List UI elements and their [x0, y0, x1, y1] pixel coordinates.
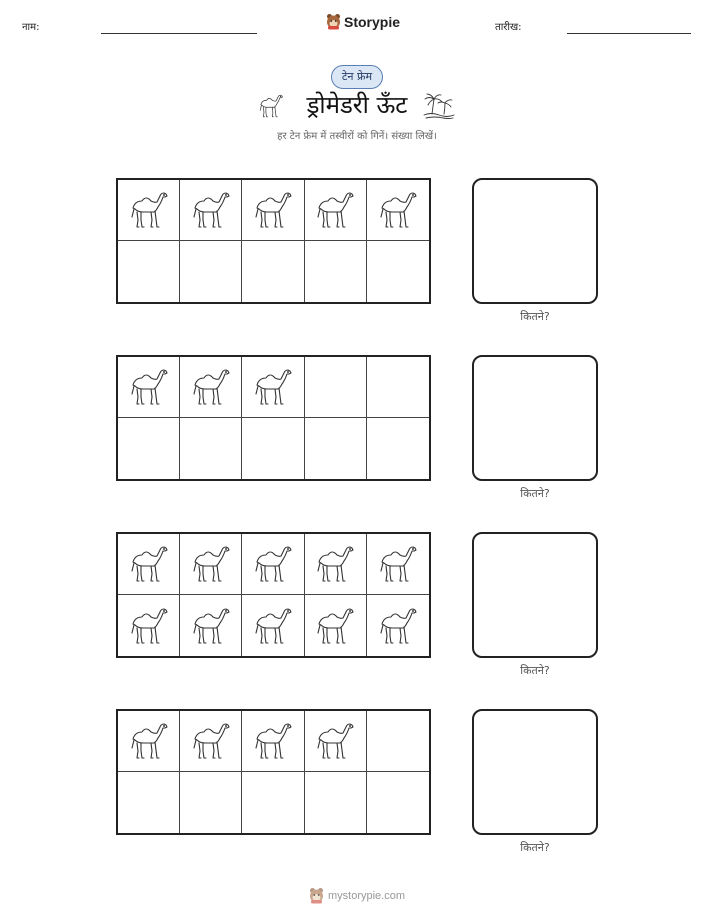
how-many-label: कितने? — [520, 664, 550, 677]
ten-frame-cell — [118, 711, 180, 772]
ten-frame-cell — [180, 711, 242, 772]
camel-icon — [127, 365, 171, 409]
name-line — [101, 33, 257, 34]
ten-frame-cell — [242, 357, 304, 418]
ten-frame-cell — [118, 772, 180, 833]
camel-icon — [127, 604, 171, 648]
camel-icon — [251, 365, 295, 409]
ten-frame-cell — [242, 595, 304, 656]
page-title: ड्रोमेडरी ऊँट — [306, 91, 408, 119]
ten-frame-cell — [242, 418, 304, 479]
ten-frame-cell — [242, 180, 304, 241]
ten-frame-cell — [305, 595, 367, 656]
oasis-palm-icon — [423, 92, 455, 120]
camel-icon — [376, 604, 420, 648]
ten-frame-cell — [118, 418, 180, 479]
ten-frame-cell — [305, 180, 367, 241]
camel-icon — [251, 719, 295, 763]
ten-frame-cell — [367, 711, 429, 772]
camel-icon — [313, 542, 357, 586]
ten-frame-cell — [305, 357, 367, 418]
camel-icon — [189, 604, 233, 648]
ten-frame-cell — [367, 418, 429, 479]
answer-box[interactable] — [472, 178, 598, 304]
camel-icon — [189, 719, 233, 763]
ten-frame-cell — [367, 534, 429, 595]
ten-frame-cell — [242, 711, 304, 772]
ten-frame — [116, 532, 431, 658]
camel-icon — [313, 604, 357, 648]
ten-frame-cell — [305, 772, 367, 833]
worksheet-tag: टेन फ्रेम — [331, 65, 383, 89]
ten-frame-cell — [367, 595, 429, 656]
ten-frame-cell — [118, 534, 180, 595]
brand — [326, 13, 400, 30]
instructions: हर टेन फ्रेम में तस्वीरों को गिनें। संख्या लिखें। — [277, 131, 437, 142]
footer-site: mystorypie.com — [327, 889, 406, 902]
brand-name: Storypie — [344, 13, 401, 30]
storypie-logo-icon — [326, 13, 341, 30]
ten-frame-cell — [118, 241, 180, 302]
footer — [0, 887, 714, 904]
camel-icon — [251, 188, 295, 232]
ten-frame-cell — [367, 180, 429, 241]
ten-frame-cell — [118, 357, 180, 418]
ten-frame-cell — [180, 772, 242, 833]
camel-icon — [189, 365, 233, 409]
ten-frame-cell — [242, 772, 304, 833]
camel-icon — [251, 604, 295, 648]
how-many-label: कितने? — [520, 310, 550, 323]
name-label: नाम: — [22, 22, 40, 33]
how-many-label: कितने? — [520, 841, 550, 854]
answer-box[interactable] — [472, 355, 598, 481]
ten-frame-cell — [242, 241, 304, 302]
ten-frame — [116, 709, 431, 835]
camel-icon — [313, 188, 357, 232]
camel-icon — [189, 188, 233, 232]
ten-frame-cell — [305, 241, 367, 302]
ten-frame-cell — [180, 357, 242, 418]
how-many-label: कितने? — [520, 487, 550, 500]
answer-box[interactable] — [472, 532, 598, 658]
date-label: तारीख: — [495, 22, 522, 33]
camel-icon — [127, 188, 171, 232]
ten-frame-cell — [118, 595, 180, 656]
ten-frame-cell — [367, 772, 429, 833]
date-line — [567, 33, 691, 34]
ten-frame — [116, 355, 431, 481]
ten-frame-cell — [180, 241, 242, 302]
ten-frame-cell — [180, 534, 242, 595]
ten-frame-cell — [367, 241, 429, 302]
ten-frame-cell — [305, 418, 367, 479]
camel-icon — [189, 542, 233, 586]
ten-frame — [116, 178, 431, 304]
ten-frame-cell — [305, 534, 367, 595]
storypie-footer-logo-icon — [309, 887, 324, 904]
answer-box[interactable] — [472, 709, 598, 835]
camel-icon — [376, 542, 420, 586]
ten-frame-cell — [118, 180, 180, 241]
ten-frame-cell — [180, 180, 242, 241]
camel-icon — [127, 542, 171, 586]
camel-icon — [376, 188, 420, 232]
ten-frame-cell — [180, 418, 242, 479]
camel-icon — [127, 719, 171, 763]
ten-frame-cell — [242, 534, 304, 595]
camel-icon — [313, 719, 357, 763]
camel-icon — [251, 542, 295, 586]
ten-frame-cell — [367, 357, 429, 418]
ten-frame-cell — [305, 711, 367, 772]
ten-frame-cell — [180, 595, 242, 656]
